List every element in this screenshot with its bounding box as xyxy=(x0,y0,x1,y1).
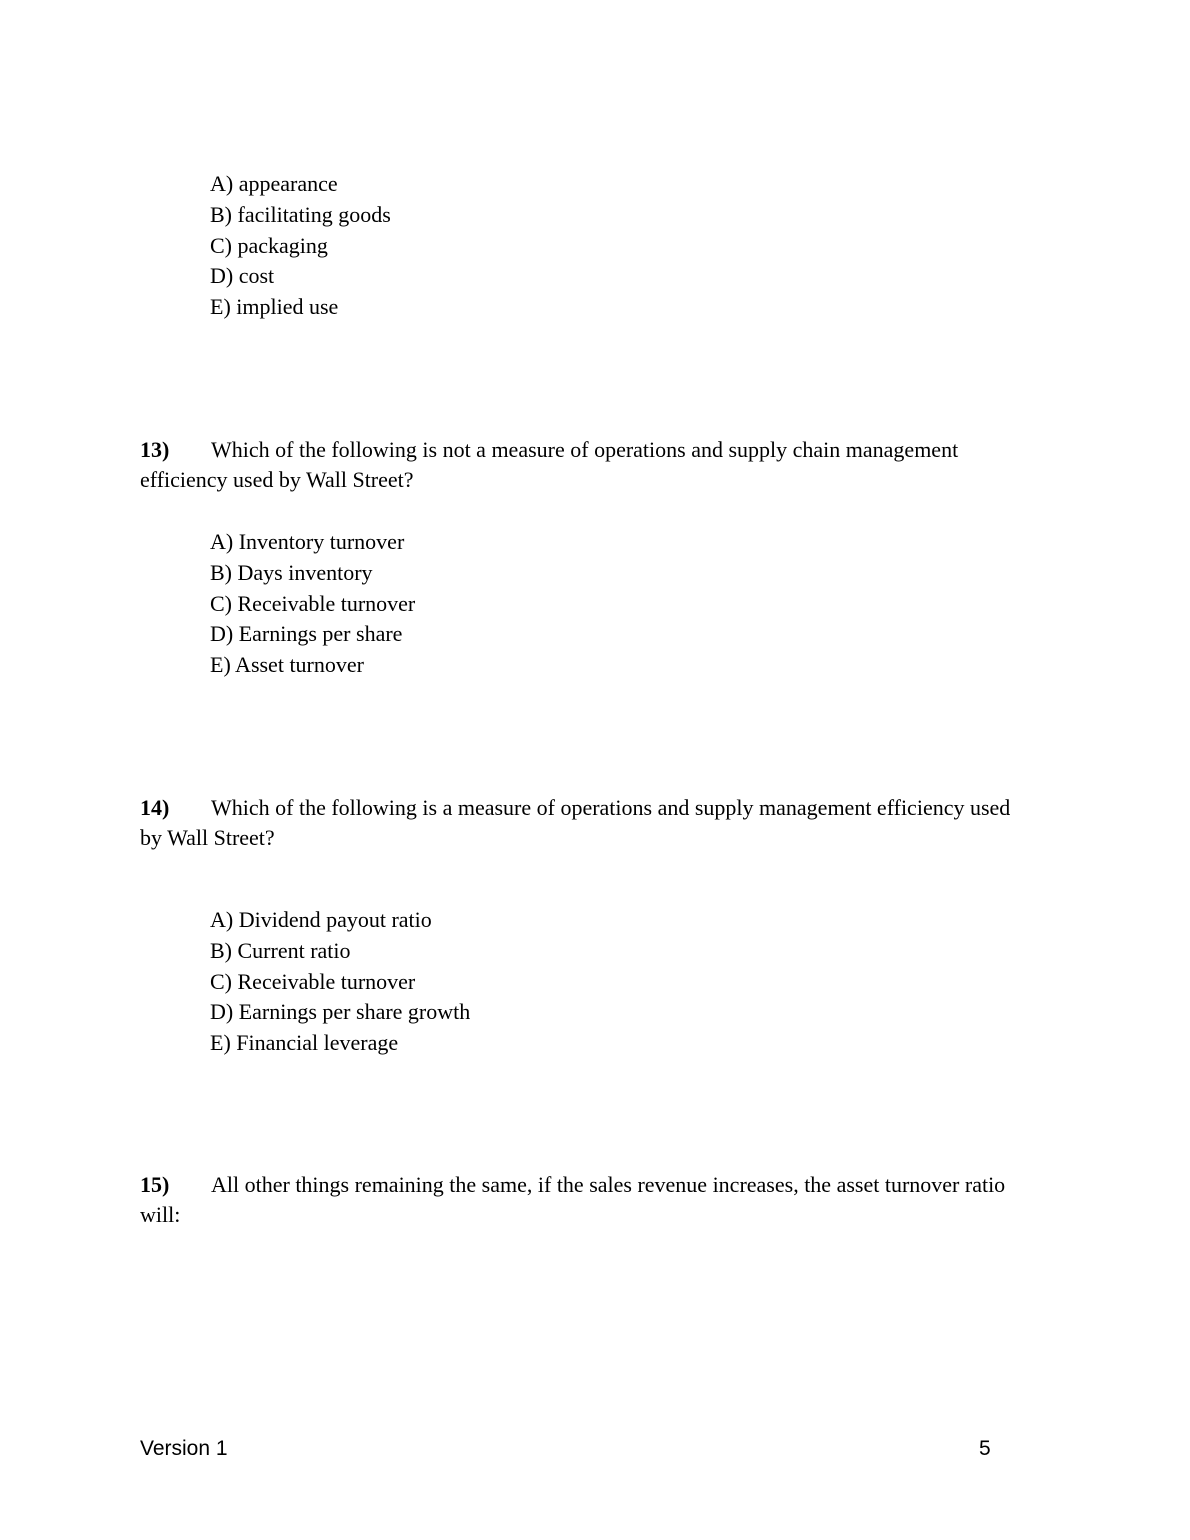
q13-number: 13) xyxy=(140,437,170,462)
q13-option-d: D) Earnings per share xyxy=(210,621,403,647)
q14-stem xyxy=(140,793,1020,853)
q15-stem xyxy=(140,1170,1020,1230)
q12-option-d: D) cost xyxy=(210,263,275,289)
q13-text: Which of the following is not a measure of operations and supply chain management efficiency used by Wall Street? xyxy=(140,437,959,492)
q14-option-c: C) Receivable turnover xyxy=(210,968,416,994)
q13-option-b: B) Days inventory xyxy=(210,559,373,585)
q12-option-a: A) appearance xyxy=(210,171,338,196)
q14-option-a: A) Dividend payout ratio xyxy=(210,907,432,932)
q14-text: Which of the following is a measure of operations and supply management efficiency used by Wall Street? xyxy=(140,795,1011,850)
q13-option-e: E) Asset turnover xyxy=(210,652,364,678)
q14-options xyxy=(210,905,470,1059)
q12-option-c: C) packaging xyxy=(210,232,328,258)
q13-option-a: A) Inventory turnover xyxy=(210,529,405,554)
q15-number: 15) xyxy=(140,1172,170,1197)
q14-option-e: E) Financial leverage xyxy=(210,1030,399,1056)
q14-option-b: B) Current ratio xyxy=(210,937,351,963)
footer-page-number: 5 xyxy=(979,1437,991,1460)
q13-option-c: C) Receivable turnover xyxy=(210,590,416,616)
q13-options xyxy=(210,527,415,681)
footer-version: Version 1 xyxy=(140,1437,228,1460)
q15-text: All other things remaining the same, if the sales revenue increases, the asset turnover ratio will: xyxy=(140,1172,1006,1227)
q14-option-d: D) Earnings per share growth xyxy=(210,999,471,1025)
q12-option-b: B) facilitating goods xyxy=(210,201,391,227)
q12-option-e: E) implied use xyxy=(210,294,339,320)
q12-options xyxy=(210,169,391,323)
q13-stem xyxy=(140,435,1020,495)
q14-number: 14) xyxy=(140,795,170,820)
